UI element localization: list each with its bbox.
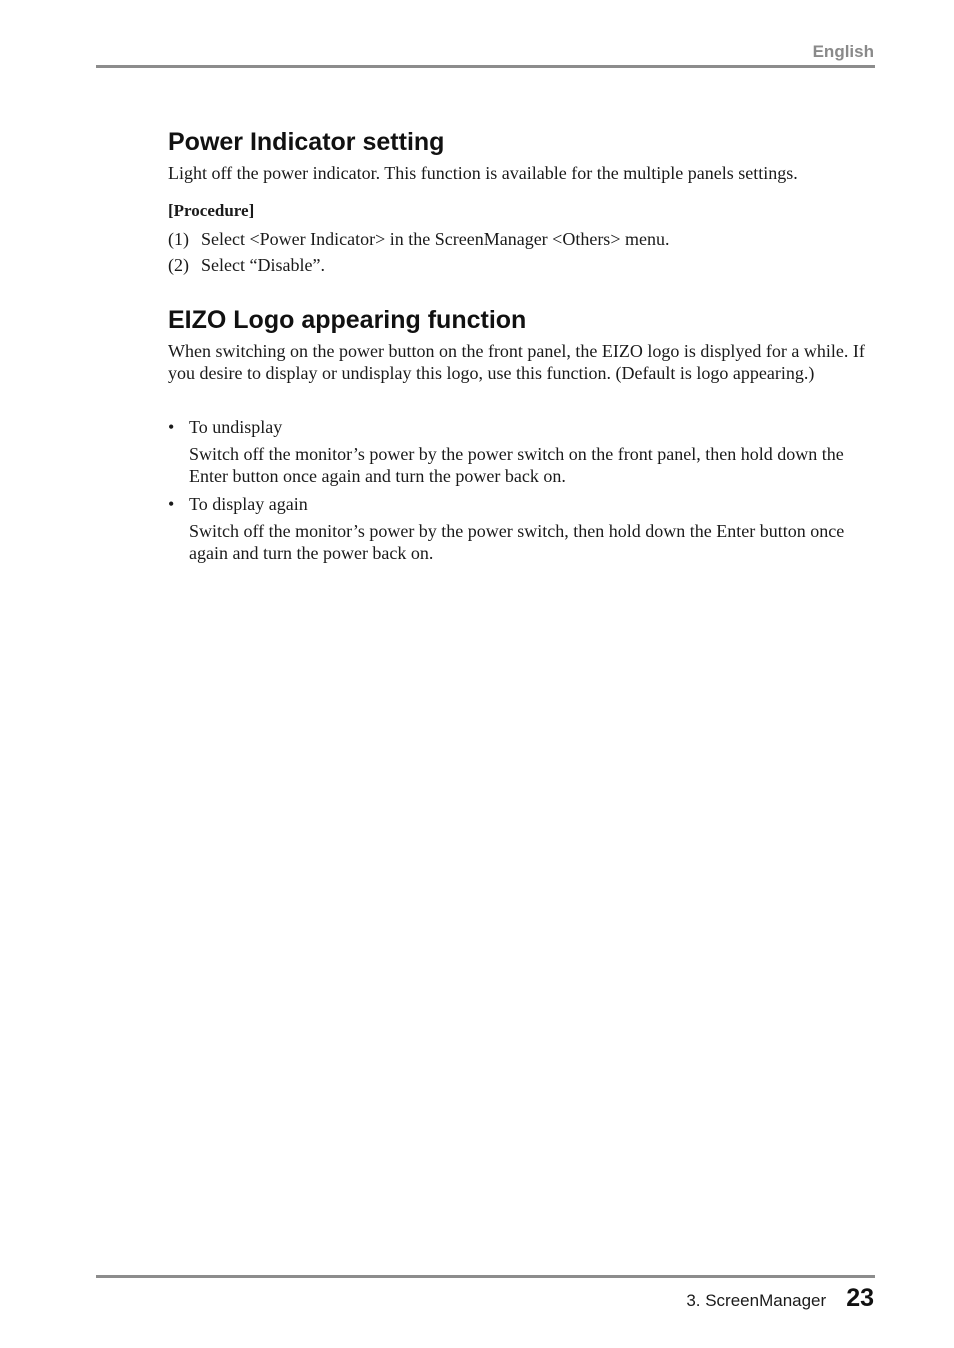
page-content [168, 126, 878, 570]
bullet-title: To undisplay [189, 417, 283, 437]
step-text: Select “Disable”. [201, 255, 325, 275]
procedure-steps [168, 226, 878, 278]
footer-rule [96, 1275, 875, 1278]
bullet-icon: • [168, 417, 175, 437]
bullet-icon: • [168, 494, 175, 514]
list-item [168, 416, 878, 487]
section-title-power-indicator: Power Indicator setting [168, 128, 445, 156]
bullet-list [168, 416, 878, 564]
bullet-title: To display again [189, 494, 308, 514]
step-number: (2) [168, 255, 189, 275]
procedure-step [168, 226, 878, 252]
page-footer [686, 1284, 874, 1313]
step-text: Select <Power Indicator> in the ScreenManager <Others> menu. [201, 229, 670, 249]
header-rule [96, 65, 875, 68]
bullet-text: Switch off the monitor’s power by the power switch, then hold down the Enter button once again and turn the power back on. [189, 521, 845, 563]
list-item [168, 493, 878, 564]
header-language: English [812, 42, 874, 61]
section-title-eizo-logo: EIZO Logo appearing function [168, 306, 527, 334]
bullet-text: Switch off the monitor’s power by the power switch on the front panel, then hold down the Enter button once again and turn the power back on. [189, 444, 844, 486]
procedure-step [168, 252, 878, 278]
footer-section-name: 3. ScreenManager [686, 1291, 827, 1310]
page-number: 23 [846, 1284, 874, 1312]
section-body-eizo-logo: When switching on the power button on the front panel, the EIZO logo is displyed for a while. If you desire to display or undisplay this logo, use this function. (Default is logo appearing.) [168, 341, 865, 383]
procedure-label: [Procedure] [168, 201, 255, 220]
section-body-power-indicator: Light off the power indicator. This function is available for the multiple panels settings. [168, 163, 798, 183]
step-number: (1) [168, 229, 189, 249]
